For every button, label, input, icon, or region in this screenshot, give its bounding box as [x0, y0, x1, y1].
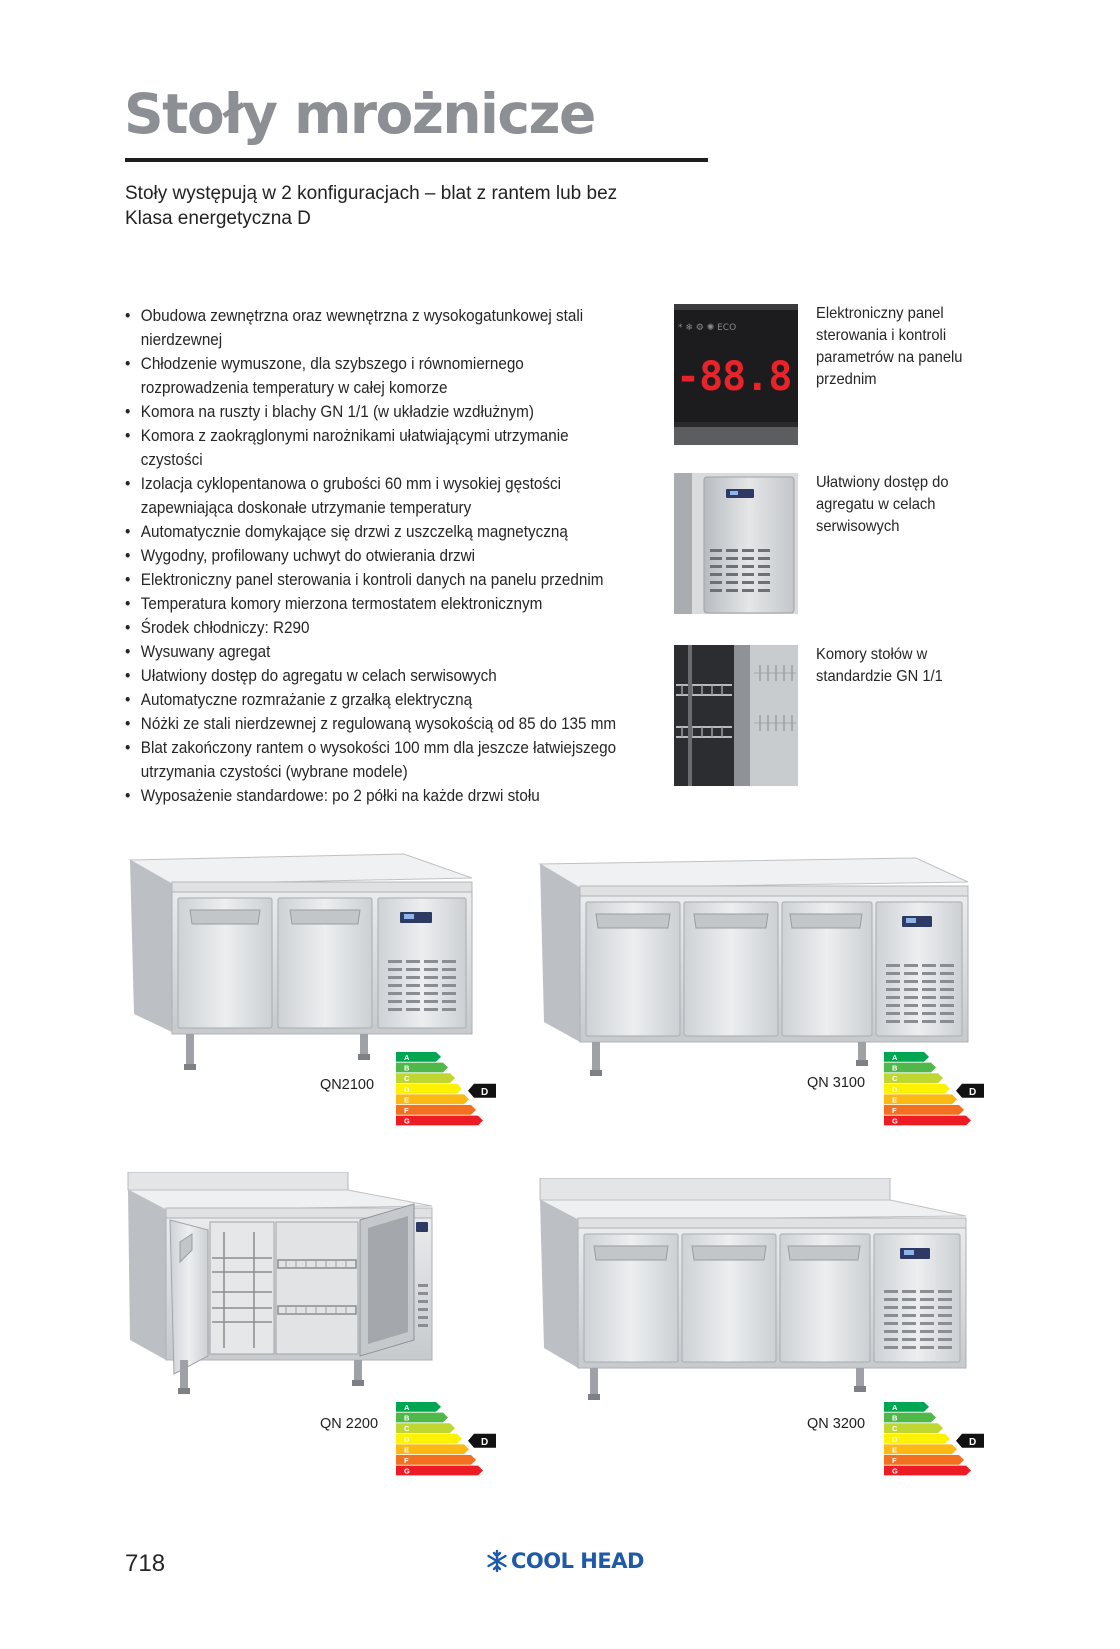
temperature-display: -88.8	[676, 354, 792, 400]
feature-item: • Chłodzenie wymuszone, dla szybszego i równomiernego rozprowadzenia temperatury w całej komorze	[125, 352, 623, 400]
energy-class-letter: G	[404, 1466, 410, 1476]
feature-item: • Ułatwiony dostęp do agregatu w celach serwisowych	[125, 664, 623, 688]
energy-class-letter: E	[404, 1095, 410, 1105]
cool-head-logo	[486, 1549, 644, 1573]
caption-compressor-access: Ułatwiony dostęp do agregatu w celach serwisowych	[816, 474, 949, 535]
energy-label-qn2100	[396, 1052, 496, 1128]
feature-item: • Wyposażenie standardowe: po 2 półki na każde drzwi stołu	[125, 784, 623, 808]
energy-label-qn2200	[396, 1402, 496, 1478]
energy-class-letter: D	[404, 1084, 410, 1094]
product-image-qn2200	[126, 1172, 476, 1404]
feature-item: • Automatyczne rozmrażanie z grzałką elektryczną	[125, 688, 623, 712]
subtitle-line-2: Klasa energetyczna D	[125, 208, 311, 229]
energy-rating-letter: D	[481, 1086, 489, 1098]
model-label-qn3200: QN 3200	[807, 1416, 866, 1432]
caption-control-panel: Elektroniczny panel sterowania i kontroli parametrów na panelu przednim	[816, 305, 963, 388]
energy-class-letter: C	[892, 1424, 898, 1434]
energy-class-letter: A	[404, 1403, 410, 1412]
feature-item: • Wysuwany agregat	[125, 640, 623, 664]
energy-class-letter: C	[404, 1074, 410, 1084]
feature-item: • Izolacja cyklopentanowa o grubości 60 mm i wysokiej gęstości zapewniająca doskonałe utrzymanie temperatury	[125, 472, 623, 520]
energy-class-letter: E	[892, 1445, 898, 1455]
gn-chamber-photo	[674, 645, 798, 786]
energy-class-letter: C	[404, 1424, 410, 1434]
energy-class-letter: G	[892, 1466, 898, 1476]
energy-class-letter: B	[404, 1413, 410, 1423]
energy-class-bar-a	[884, 1402, 929, 1412]
product-image-qn2100	[124, 852, 474, 1082]
feature-item: • Środek chłodniczy: R290	[125, 616, 623, 640]
model-label-qn2200: QN 2200	[320, 1416, 379, 1432]
energy-class-letter: B	[892, 1413, 898, 1423]
energy-class-letter: G	[404, 1116, 410, 1126]
energy-class-letter: B	[404, 1063, 410, 1073]
logo-text: COOL HEAD	[511, 1549, 644, 1573]
energy-rating-letter: D	[481, 1436, 489, 1448]
feature-item: • Komora na ruszty i blachy GN 1/1 (w układzie wzdłużnym)	[125, 400, 623, 424]
energy-class-letter: A	[892, 1403, 898, 1412]
energy-class-bar-a	[396, 1402, 441, 1412]
feature-item: • Temperatura komory mierzona termostatem elektronicznym	[125, 592, 623, 616]
title-underline	[125, 158, 708, 162]
energy-class-letter: E	[892, 1095, 898, 1105]
energy-label-qn3100	[884, 1052, 984, 1128]
energy-rating-letter: D	[969, 1436, 977, 1448]
page-subtitle	[125, 181, 617, 231]
subtitle-line-1: Stoły występują w 2 konfiguracjach – blat z rantem lub bez	[125, 183, 618, 204]
energy-class-letter: A	[892, 1053, 898, 1062]
compressor-access-photo	[674, 473, 798, 614]
caption-gn-chamber: Komory stołów w standardzie GN 1/1	[816, 646, 943, 685]
energy-class-letter: E	[404, 1445, 410, 1455]
energy-class-letter: G	[892, 1116, 898, 1126]
feature-item: • Elektroniczny panel sterowania i kontroli danych na panelu przednim	[125, 568, 623, 592]
feature-item: • Wygodny, profilowany uchwyt do otwierania drzwi	[125, 544, 623, 568]
energy-class-letter: B	[892, 1063, 898, 1073]
energy-class-bar-a	[884, 1052, 929, 1062]
control-panel-photo	[674, 304, 798, 445]
page-title: Stoły mrożnicze	[124, 82, 595, 146]
feature-item: • Komora z zaokrąglonymi narożnikami ułatwiającymi utrzymanie czystości	[125, 424, 623, 472]
energy-label-qn3200	[884, 1402, 984, 1478]
feature-item: • Obudowa zewnętrzna oraz wewnętrzna z wysokogatunkowej stali nierdzewnej	[125, 304, 623, 352]
energy-class-letter: F	[892, 1456, 897, 1465]
model-label-qn2100: QN2100	[320, 1077, 375, 1093]
snowflake-icon	[486, 1549, 508, 1573]
energy-class-letter: D	[892, 1434, 898, 1444]
page-number: 718	[125, 1550, 166, 1577]
energy-class-letter: F	[404, 1456, 409, 1465]
energy-class-letter: C	[892, 1074, 898, 1084]
model-label-qn3100: QN 3100	[807, 1075, 866, 1091]
feature-item: • Nóżki ze stali nierdzewnej z regulowaną wysokością od 85 do 135 mm	[125, 712, 623, 736]
feature-item: • Automatycznie domykające się drzwi z uszczelką magnetyczną	[125, 520, 623, 544]
feature-list	[125, 304, 623, 808]
display-icons: * ❄ ⚙ ✺ ECO	[678, 323, 737, 333]
energy-class-letter: A	[404, 1053, 410, 1062]
feature-item: • Blat zakończony rantem o wysokości 100 mm dla jeszcze łatwiejszego utrzymania czystości (wybrane modele)	[125, 736, 623, 784]
energy-class-letter: F	[404, 1106, 409, 1115]
energy-rating-letter: D	[969, 1086, 977, 1098]
product-image-qn3200	[538, 1178, 978, 1410]
energy-class-letter: D	[892, 1084, 898, 1094]
energy-class-bar-a	[396, 1052, 441, 1062]
energy-class-letter: F	[892, 1106, 897, 1115]
energy-class-letter: D	[404, 1434, 410, 1444]
